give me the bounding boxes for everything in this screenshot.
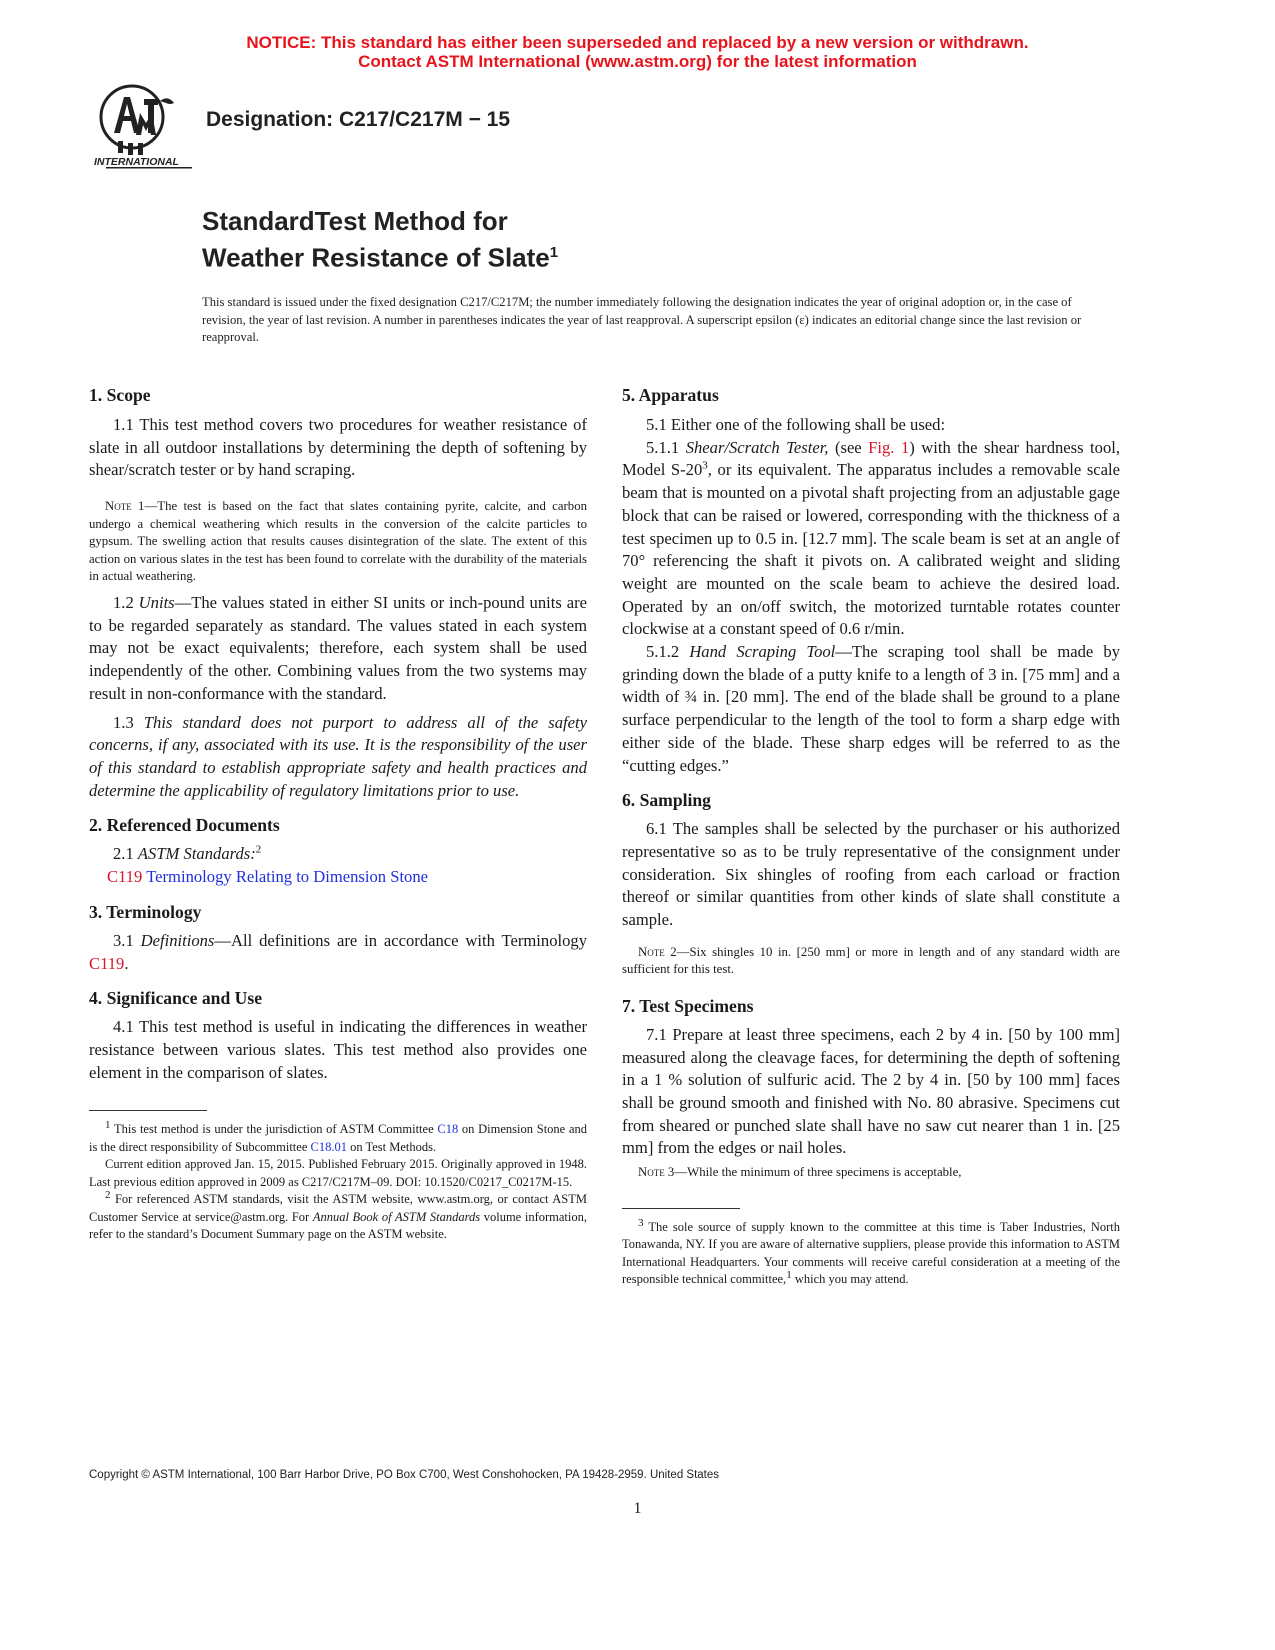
- paragraph-3-1-end: .: [124, 953, 129, 973]
- footnote-1-number: 1: [105, 1119, 111, 1132]
- notice-line-1: NOTICE: This standard has either been superseded and replaced by a new version or withdrawn.: [246, 33, 1029, 52]
- figure-1-link[interactable]: Fig. 1: [868, 437, 910, 457]
- astm-logo-icon: [92, 83, 192, 175]
- paragraph-6-1: 6.1 The samples shall be selected by the purchaser or his authorized representative so as to be truly representative of the consignment under consideration. Six shingles of roofing from each carload or fraction thereof or similar quantities from other kinds of slate shall constitute a sample.: [622, 819, 1120, 930]
- section-heading-sampling: 6. Sampling: [622, 790, 711, 811]
- right-column: [622, 384, 1120, 1289]
- paragraph-2-1-text: ASTM Standards:: [137, 844, 256, 864]
- paragraph-5-1-2: [622, 641, 1120, 777]
- paragraph-1-3-text: This standard does not purport to address all of the safety concerns, if any, associated with its use. It is the responsibility of the user of this standard to establish appropriate safety and health practices and determine the applicability of regulatory limitations prior to use.: [89, 712, 587, 800]
- section-heading-test-specimens: 7. Test Specimens: [622, 995, 754, 1016]
- note-1-text: —The test is based on the fact that slates containing pyrite, calcite, and carbon undergo a chemical weathering which results in the conversion of the calcite particles to gypsum. The swelling action that results causes disintegration of the slate. The extent of this action on various slates in the test has been found to correlate with the durability of the materials in actual weathering.: [89, 499, 587, 584]
- reference-c119[interactable]: [89, 866, 587, 889]
- terminology-c119-link[interactable]: C119: [89, 953, 125, 973]
- paragraph-1-1: 1.1 This test method covers two procedures for weather resistance of slate in all outdoor installations by determining the depth of softening by shear/scratch tester or by hand scraping.: [89, 415, 587, 480]
- title-line-2: [202, 237, 558, 274]
- document-title: [202, 206, 558, 274]
- paragraph-1-2-title: Units: [138, 593, 175, 613]
- copyright-notice: Copyright © ASTM International, 100 Barr Harbor Drive, PO Box C700, West Conshohocken, PA 19428-2959. United States: [89, 1469, 720, 1481]
- footnote-1-text-a: This test method is under the jurisdiction of ASTM Committee: [110, 1122, 438, 1137]
- footnote-ref-3: 3: [702, 459, 708, 472]
- paragraph-1-3-number: 1.3: [113, 712, 144, 732]
- section-heading-significance: 4. Significance and Use: [89, 988, 263, 1009]
- designation: Designation: C217/C217M − 15: [206, 108, 511, 131]
- paragraph-5-1: 5.1 Either one of the following shall be used:: [646, 415, 946, 434]
- paragraph-5-1-1-title: Shear/Scratch Tester,: [685, 437, 829, 457]
- note-3-label: Note 3: [638, 1165, 675, 1180]
- logo-text: INTERNATIONAL: [94, 156, 179, 168]
- section-heading-terminology: 3. Terminology: [89, 901, 202, 922]
- footnote-3: [622, 1216, 1120, 1289]
- title-line-1: StandardTest Method for: [202, 206, 508, 236]
- paragraph-1-3: [89, 712, 587, 803]
- footnote-3-number: 3: [638, 1216, 644, 1229]
- reference-code-link[interactable]: C119: [107, 867, 143, 887]
- footnote-1-text-c: on Test Methods.: [346, 1139, 437, 1154]
- footnote-rule-left: [89, 1110, 207, 1111]
- footnote-2-text-b: volume information, refer to the standard’s Document Summary page on the ASTM website.: [89, 1209, 587, 1242]
- paragraph-2-1-number: 2.1: [113, 844, 138, 864]
- paragraph-1-2-text: —The values stated in either SI units or inch-pound units are to be regarded separately as standard. The values stated in each system may not be exact equivalents; therefore, each system shall be used independently of the other. Combining values from the two systems may result in non-conformance with the standard.: [89, 593, 587, 703]
- footnote-2-text-a: For referenced ASTM standards, visit the ASTM website, www.astm.org, or contact ASTM Customer Service at service@astm.org. For: [89, 1192, 587, 1224]
- paragraph-3-1-number: 3.1: [113, 930, 141, 950]
- note-2-text: —Six shingles 10 in. [250 mm] or more in length and of any standard width are sufficient for this test.: [622, 944, 1120, 977]
- footnote-ref-2: 2: [255, 843, 262, 856]
- paragraph-1-2-number: 1.2: [113, 593, 139, 613]
- subcommittee-c18-01-link[interactable]: C18.01: [310, 1139, 347, 1154]
- left-column: [89, 384, 587, 1244]
- paragraph-4-1: 4.1 This test method is useful in indicating the differences in weather resistance between various slates. This test method also provides one element in the comparison of slates.: [89, 1017, 587, 1082]
- footnote-3-ref: 1: [786, 1269, 792, 1282]
- committee-c18-link[interactable]: C18: [437, 1122, 459, 1137]
- note-2-label: Note 2: [638, 944, 677, 959]
- note-3-text: —While the minimum of three specimens is acceptable,: [674, 1165, 962, 1180]
- paragraph-7-1: 7.1 Prepare at least three specimens, each 2 by 4 in. [50 by 100 mm] measured along the cleavage faces, for determining the depth of softening in a 1 % solution of sulfuric acid. The 2 by 4 in. [50 by 100 mm] faces shall be ground smooth and finished with No. 80 abrasive. Specimens cut from sheared or punched slate shall have no saw cut nearer than 1 in. [25 mm] from the edges or nail holes.: [622, 1024, 1120, 1158]
- footnote-3-text: The sole source of supply known to the committee at this time is Taber Industries, North Tonawanda, NY. If you are aware of alternative suppliers, please provide this information to ASTM International Headquarters. Your comments will receive careful consideration at a meeting of the responsible technical committee,: [622, 1219, 1120, 1287]
- footnote-2-number: 2: [105, 1189, 111, 1202]
- notice-line-2: Contact ASTM International (www.astm.org) for the latest information: [358, 52, 917, 71]
- paragraph-5-1-1-text-a: (see: [828, 437, 869, 457]
- paragraph-5-1-1-text-b: ) with the shear hardness tool, Model S-20: [622, 437, 1121, 480]
- paragraph-3-1-text: —All definitions are in accordance with Terminology: [214, 930, 587, 950]
- footnote-1-text-b: on Dimension Stone and is the direct responsibility of Subcommittee: [89, 1122, 587, 1154]
- footnote-2: [89, 1191, 587, 1244]
- note-2: [622, 944, 1120, 979]
- footnote-1: [89, 1121, 587, 1156]
- paragraph-5-1-2-title: Hand Scraping Tool: [689, 642, 836, 662]
- paragraph-5-1-1-number: 5.1.1: [646, 437, 686, 457]
- paragraph-3-1-title: Definitions: [140, 930, 215, 950]
- supersede-notice: [0, 33, 1275, 71]
- paragraph-1-2: [89, 592, 587, 706]
- reference-title-link[interactable]: Terminology Relating to Dimension Stone: [142, 867, 429, 887]
- note-1: [89, 498, 587, 586]
- section-heading-referenced-documents: 2. Referenced Documents: [89, 815, 280, 836]
- paragraph-5-1-2-text: —The scraping tool shall be made by grinding down the blade of a putty knife to a length of 3 in. [75 mm] and a width of ¾ in. [20 mm]. The end of the blade shall be ground to a plane surface perpendicular to the length of the tool to form a sharp edge with either side of the blade. These sharp edges will be referred to as the “cutting edges.”: [622, 642, 1121, 775]
- note-3: [622, 1164, 1120, 1182]
- paragraph-2-1: [89, 843, 587, 866]
- paragraph-5-1-1: [622, 437, 1120, 641]
- title-line-2-text: Weather Resistance of Slate: [202, 242, 550, 273]
- paragraph-5-1-1-text-c: , or its equivalent. The apparatus includes a removable scale beam that is mounted on a pivotal shaft projecting from an adjustable gage block that can be raised or lowered, corresponding with the thickness of a test specimen up to 0.5 in. [12.7 mm]. The scale beam is set at an angle of 70° referencing the shaft it pivots on. A calibrated weight and sliding weight are mounted on the scale beam to achieve the desired load. Operated by an on/off switch, the motorized turntable rotates counter clockwise at a constant speed of 0.6 r/min.: [622, 460, 1120, 639]
- footnote-1-edition: Current edition approved Jan. 15, 2015. Published February 2015. Originally approved in 1948. Last previous edition approved in 2009 as C217/C217M–09. DOI: 10.1520/C0217_C0217M-15.: [89, 1157, 587, 1189]
- footnote-2-book-title: Annual Book of ASTM Standards: [312, 1209, 481, 1224]
- page-number: 1: [633, 1500, 642, 1517]
- issuance-statement: This standard is issued under the fixed designation C217/C217M; the number immediately following the designation indicates the year of original adoption or, in the case of revision, the year of last revision. A number in parentheses indicates the year of last reapproval. A superscript epsilon (ε) indicates an editorial change since the last revision or reapproval.: [202, 295, 1082, 345]
- paragraph-5-1-2-number: 5.1.2: [646, 642, 690, 662]
- section-heading-apparatus: 5. Apparatus: [622, 385, 719, 405]
- note-1-label: Note 1: [105, 499, 145, 514]
- title-footnote-ref: 1: [549, 244, 559, 261]
- footnote-3-end: which you may attend.: [791, 1272, 909, 1287]
- section-heading-scope: 1. Scope: [89, 385, 151, 405]
- paragraph-3-1: [89, 930, 587, 975]
- footnote-rule-right: [622, 1208, 740, 1209]
